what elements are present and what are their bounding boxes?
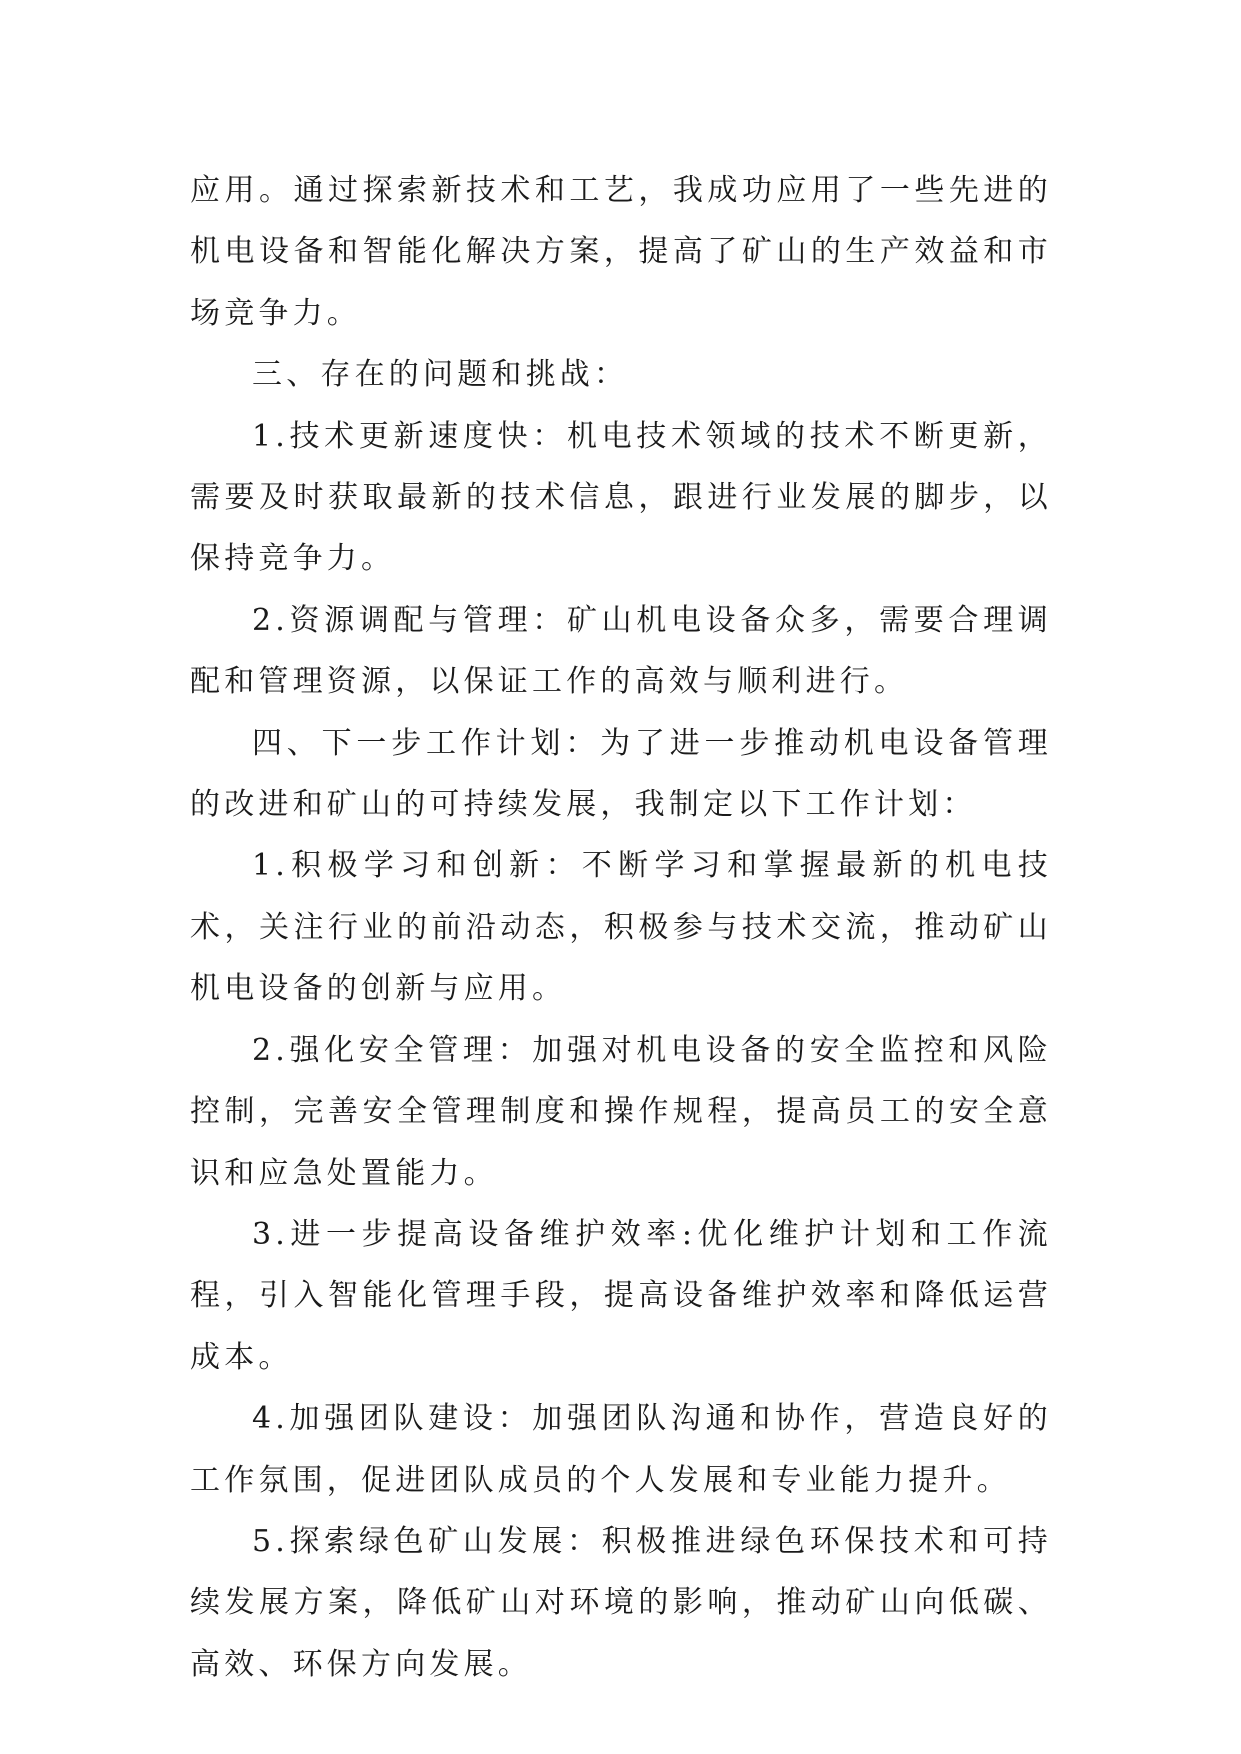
section-heading-problems: 三、存在的问题和挑战： [252, 357, 629, 393]
plan-item-1: 1.积极学习和创新：不断学习和掌握最新的机电技术，关注行业的前沿动态，积极参与技术交流，推动矿山机电设备的创新与应用。 [190, 848, 1052, 1007]
plan-item-2: 2.强化安全管理：加强对机电设备的安全监控和风险控制，完善安全管理制度和操作规程，提高员工的安全意识和应急处置能力。 [190, 1032, 1052, 1191]
paragraph-continuation: 应用。通过探索新技术和工艺，我成功应用了一些先进的机电设备和智能化解决方案，提高了矿山的生产效益和市场竞争力。 [190, 173, 1052, 331]
document-body [190, 160, 1052, 1695]
plan-item-3: 3.进一步提高设备维护效率:优化维护计划和工作流程，引入智能化管理手段，提高设备维护效率和降低运营成本。 [190, 1216, 1052, 1375]
problem-item-1: 1.技术更新速度快：机电技术领域的技术不断更新，需要及时获取最新的技术信息，跟进行业发展的脚步，以保持竞争力。 [190, 418, 1052, 577]
plan-item-5: 5.探索绿色矿山发展：积极推进绿色环保技术和可持续发展方案，降低矿山对环境的影响，推动矿山向低碳、高效、环保方向发展。 [190, 1523, 1052, 1682]
plan-item-4: 4.加强团队建设：加强团队沟通和协作，营造良好的工作氛围，促进团队成员的个人发展和专业能力提升。 [190, 1401, 1052, 1498]
section-heading-plan: 四、下一步工作计划：为了进一步推动机电设备管理的改进和矿山的可持续发展，我制定以下工作计划： [190, 725, 1052, 823]
problem-item-2: 2.资源调配与管理：矿山机电设备众多，需要合理调配和管理资源，以保证工作的高效与顺利进行。 [190, 602, 1052, 700]
